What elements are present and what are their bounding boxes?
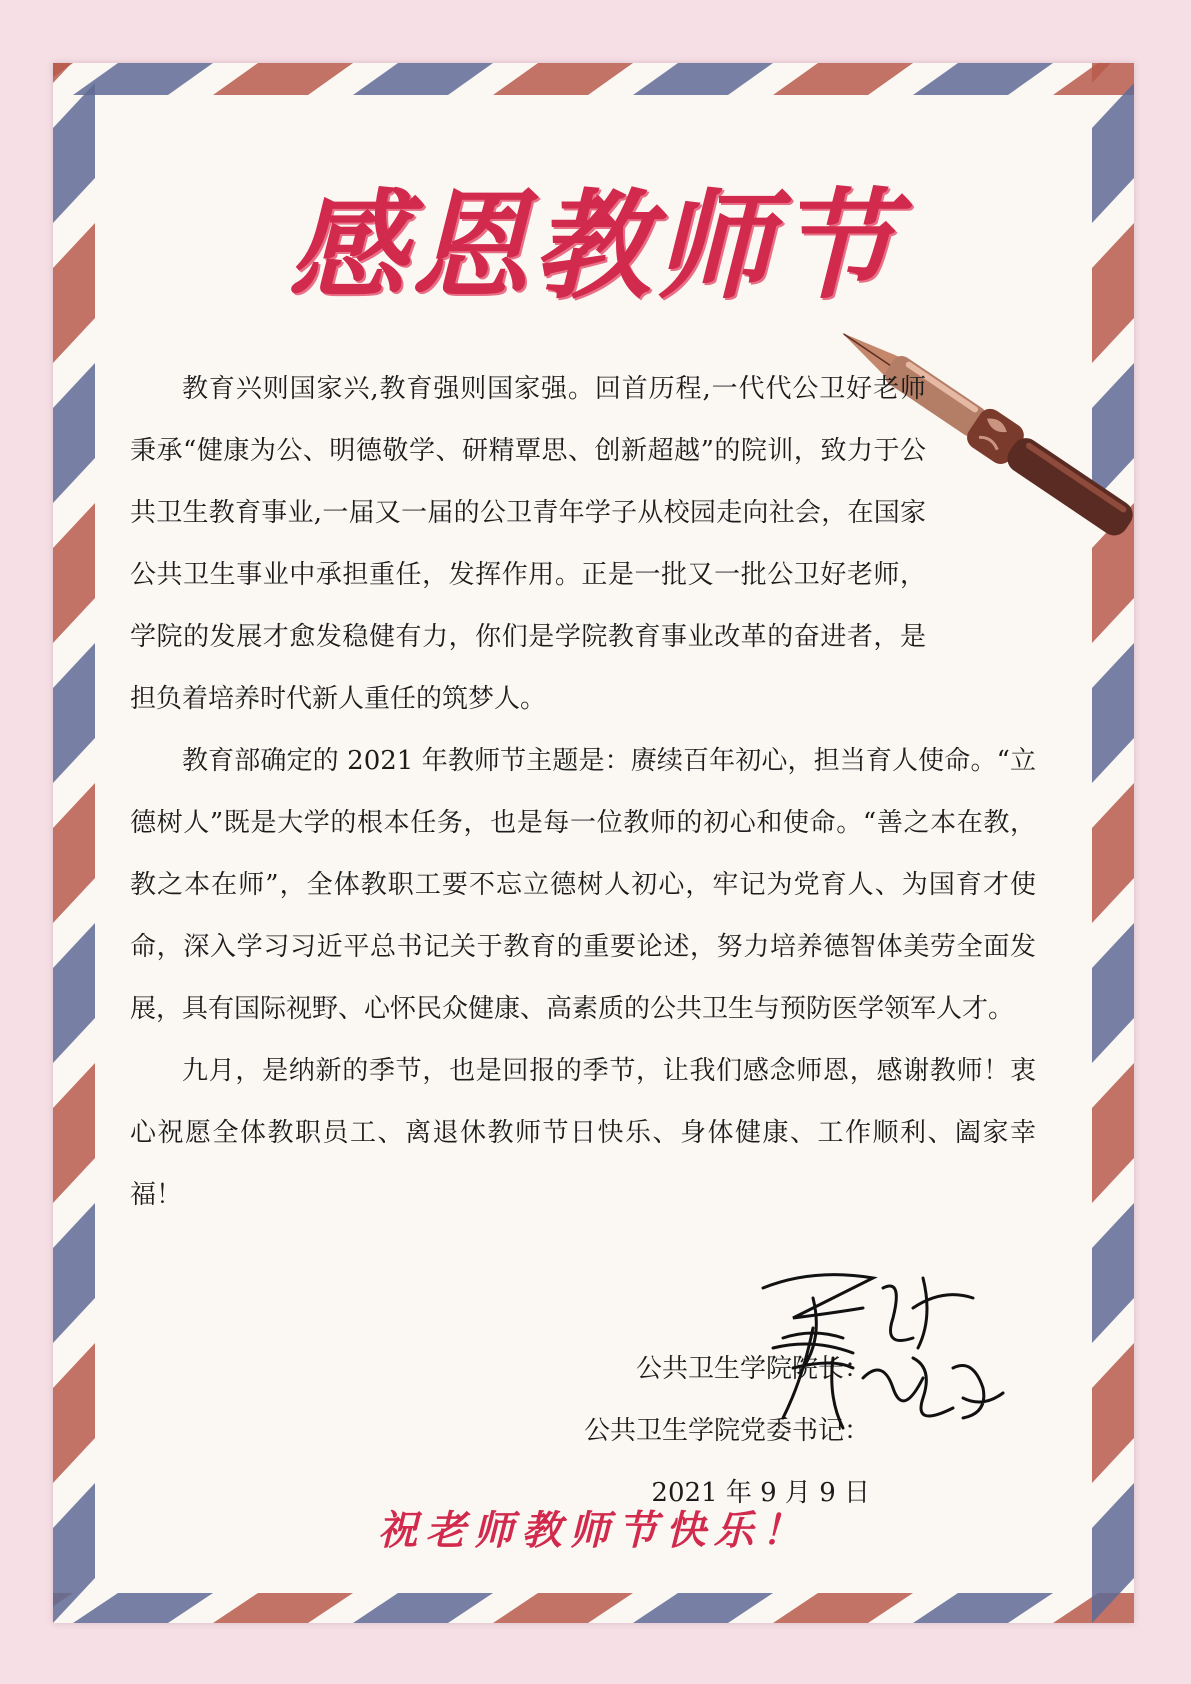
- airmail-stripe: [1092, 1203, 1134, 1343]
- letter-title: 感恩教师节: [288, 176, 899, 315]
- airmail-stripe: [773, 63, 913, 95]
- airmail-stripe: [53, 63, 95, 83]
- letter-paper: [53, 63, 1134, 1623]
- airmail-stripe: [493, 1593, 633, 1623]
- letter-body: [130, 358, 1036, 1226]
- airmail-stripe: [633, 1593, 773, 1623]
- airmail-stripe: [53, 363, 95, 503]
- paragraph-2: 教育部确定的 2021 年教师节主题是：赓续百年初心，担当育人使命。“立德树人”既是大学的根本任务，也是每一位教师的初心和使命。“善之本在教，教之本在师”，全体教职工要不忘立德树人初心，牢记为党育人、为国育才使命，深入学习习近平总书记关于教育的重要论述，努力培养德智体美劳全面发展，具有国际视野、心怀民众健康、高素质的公共卫生与预防医学领军人才。: [130, 746, 1036, 1024]
- airmail-stripe: [53, 1063, 95, 1203]
- airmail-stripe: [1092, 643, 1134, 783]
- airmail-stripe: [353, 1593, 493, 1623]
- secretary-label: 公共卫生学院党委书记：: [583, 1416, 870, 1446]
- airmail-stripe: [53, 923, 95, 1063]
- airmail-stripe: [53, 783, 95, 923]
- airmail-stripe: [53, 643, 95, 783]
- dean-label: 公共卫生学院院长：: [635, 1354, 870, 1384]
- airmail-stripe: [1092, 783, 1134, 923]
- letter-date: 2021 年 9 月 9 日: [651, 1478, 870, 1508]
- airmail-stripe: [493, 63, 633, 95]
- airmail-stripe: [1092, 1343, 1134, 1483]
- airmail-stripe: [53, 1203, 95, 1343]
- footer-greeting: 祝老师教师节快乐！: [377, 1507, 810, 1554]
- airmail-stripe: [1092, 923, 1134, 1063]
- airmail-stripe: [73, 1593, 213, 1623]
- secretary-signature-line: [130, 1400, 870, 1462]
- airmail-stripe: [633, 63, 773, 95]
- airmail-stripe: [213, 63, 353, 95]
- paragraph-3: 九月，是纳新的季节，也是回报的季节，让我们感念师恩，感谢教师！衷心祝愿全体教职员工、离退休教师节日快乐、身体健康、工作顺利、阖家幸福！: [130, 1056, 1036, 1210]
- airmail-stripe: [353, 63, 493, 95]
- airmail-stripe: [213, 1593, 353, 1623]
- airmail-stripe: [913, 1593, 1053, 1623]
- secretary-handwritten-signature: [763, 1318, 1023, 1438]
- paragraph-1: 教育兴则国家兴,教育强则国家强。回首历程,一代代公卫好老师秉承“健康为公、明德敬学、研精覃思、创新超越”的院训，致力于公共卫生教育事业,一届又一届的公卫青年学子从校园走向社会，在国家公共卫生事业中承担重任，发挥作用。正是一批又一批公卫好老师，学院的发展才愈发稳健有力，你们是学院教育事业改革的奋进者，是担负着培养时代新人重任的筑梦人。: [130, 374, 926, 714]
- airmail-stripe: [773, 1593, 913, 1623]
- airmail-stripe: [53, 503, 95, 643]
- airmail-stripe: [53, 1343, 95, 1483]
- airmail-stripe: [913, 63, 1053, 95]
- airmail-stripe: [1092, 1063, 1134, 1203]
